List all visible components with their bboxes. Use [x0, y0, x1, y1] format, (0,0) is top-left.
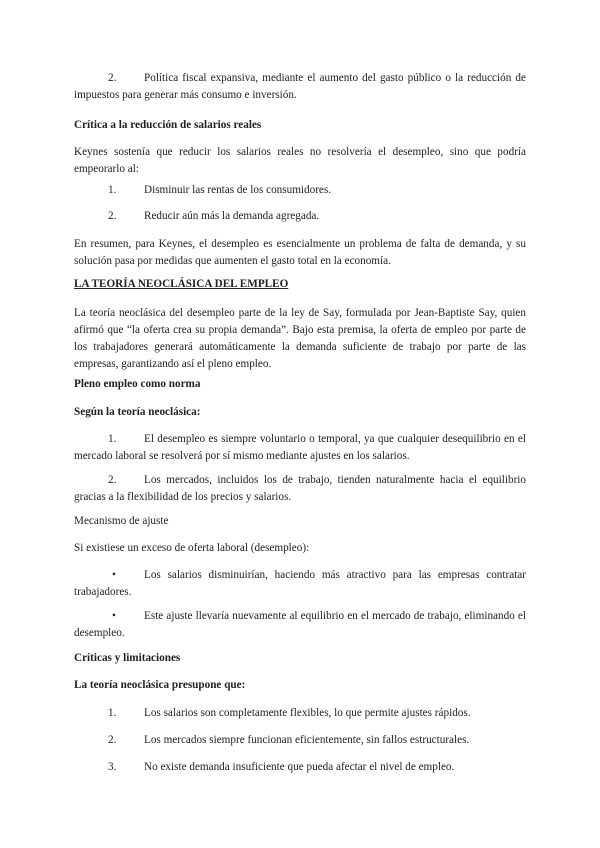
mecanismo-heading: Mecanismo de ajuste: [74, 515, 169, 527]
list-item: [74, 608, 526, 642]
list-item: [74, 472, 526, 506]
criticas-heading: Críticas y limitaciones: [74, 652, 181, 664]
list-text: Este ajuste llevaría nuevamente al equilibrio en el mercado de trabajo, eliminando el desempleo.: [74, 610, 526, 639]
critica-paragraph: Keynes sostenía que reducir los salarios reales no resolvería el desempleo, sino que podría empeorarlo al:: [74, 146, 526, 175]
list-text: Los salarios son completamente flexibles, lo que permite ajustes rápidos.: [144, 707, 471, 719]
bullet: •: [112, 569, 116, 581]
list-number: 2.: [108, 474, 117, 486]
critica-heading: Crítica a la reducción de salarios reales: [74, 119, 262, 131]
presupone-heading: La teoría neoclásica presupone que:: [74, 679, 246, 691]
summary-paragraph: En resumen, para Keynes, el desempleo es esencialmente un problema de falta de demanda, y su solución pasa por medidas que aumenten el gasto total en la economía.: [74, 238, 526, 267]
section-paragraph: La teoría neoclásica del desempleo parte de la ley de Say, formulada por Jean-Baptiste Say, quien afirmó que “la oferta crea su propia demanda”. Bajo esta premisa, la oferta de empleo por parte de los trabajadores generará automáticamente la demanda suficiente de trabajo por parte de las empresas, garantizando así el pleno empleo.: [74, 307, 526, 370]
segun-heading: Según la teoría neoclásica:: [74, 406, 201, 418]
list-item: [74, 182, 526, 199]
list-number: 1.: [108, 184, 117, 196]
list-text: Política fiscal expansiva, mediante el aumento del gasto público o la reducción de impuestos para generar más consumo e inversión.: [74, 72, 526, 101]
list-item: [74, 732, 526, 749]
list-item: [74, 431, 526, 465]
list-text: Los salarios disminuirían, haciendo más atractivo para las empresas contratar trabajadores.: [74, 569, 526, 598]
list-item: [74, 208, 526, 225]
list-item: [74, 759, 526, 776]
bullet: •: [112, 610, 116, 622]
mecanismo-paragraph: Si existiese un exceso de oferta laboral (desempleo):: [74, 542, 310, 554]
list-number: 2.: [108, 210, 117, 222]
list-text: No existe demanda insuficiente que pueda afectar el nivel de empleo.: [144, 761, 455, 773]
list-text: El desempleo es siempre voluntario o temporal, ya que cualquier desequilibrio en el mercado laboral se resolverá por sí mismo mediante ajustes en los salarios.: [74, 433, 526, 462]
list-number: 1.: [108, 433, 117, 445]
list-text: Los mercados, incluidos los de trabajo, tienden naturalmente hacia el equilibrio gracias a la flexibilidad de los precios y salarios.: [74, 474, 526, 503]
list-item: [74, 705, 526, 722]
pleno-heading: Pleno empleo como norma: [74, 378, 201, 390]
list-item: [74, 567, 526, 601]
list-text: Los mercados siempre funcionan eficientemente, sin fallos estructurales.: [144, 734, 470, 746]
list-number: 2.: [108, 734, 117, 746]
section-title: LA TEORÍA NEOCLÁSICA DEL EMPLEO: [74, 278, 289, 290]
list-number: 1.: [108, 707, 117, 719]
list-number: 2.: [108, 72, 117, 84]
list-item: [74, 70, 526, 104]
list-text: Disminuir las rentas de los consumidores.: [144, 184, 332, 196]
list-text: Reducir aún más la demanda agregada.: [144, 210, 320, 222]
list-number: 3.: [108, 761, 117, 773]
